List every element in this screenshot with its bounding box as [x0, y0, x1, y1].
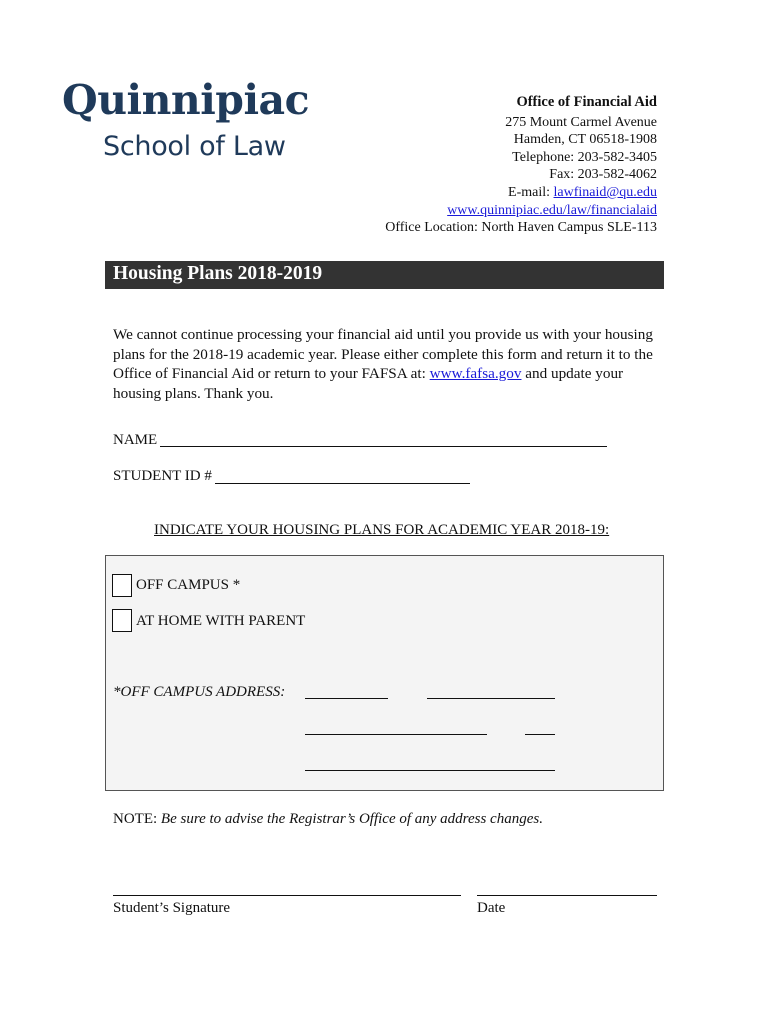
office-location: Office Location: North Haven Campus SLE-113 — [385, 220, 657, 236]
at-home-checkbox[interactable] — [112, 609, 132, 632]
at-home-label: AT HOME WITH PARENT — [136, 613, 306, 629]
fafsa-link[interactable]: www.fafsa.gov — [429, 365, 522, 383]
office-telephone: Telephone: 203-582-3405 — [512, 149, 657, 165]
housing-heading: INDICATE YOUR HOUSING PLANS FOR ACADEMIC YEAR 2018-19: — [154, 522, 610, 538]
off-campus-label: OFF CAMPUS * — [136, 577, 241, 593]
off-campus-address-label: *OFF CAMPUS ADDRESS: — [113, 684, 286, 700]
page-title: Housing Plans 2018-2019 — [113, 263, 323, 284]
student-id-label: STUDENT ID # — [113, 468, 212, 484]
note-text: Be sure to advise the Registrar’s Office of any address changes. — [160, 811, 543, 827]
office-fax: Fax: 203-582-4062 — [549, 167, 657, 183]
note-label: NOTE: — [113, 811, 161, 827]
note-line — [113, 811, 543, 828]
office-email-link[interactable]: lawfinaid@qu.edu — [553, 184, 657, 200]
office-contact-block — [385, 94, 657, 237]
student-signature-field[interactable] — [113, 895, 461, 896]
address-line-3[interactable] — [305, 770, 555, 771]
name-label: NAME — [113, 432, 158, 448]
office-address: 275 Mount Carmel Avenue — [505, 114, 657, 130]
office-email-line — [385, 184, 657, 202]
intro-text: We cannot continue processing your financial aid until you provide us with your housing plans for the 2018-19 academic year. Please either complete this form and return it to the Office of Financial Aid or return to your FAFSA at: — [113, 326, 653, 383]
student-signature-label: Student’s Signature — [113, 900, 231, 916]
office-title: Office of Financial Aid — [516, 94, 657, 110]
address-line-1b[interactable] — [427, 698, 555, 699]
off-campus-checkbox[interactable] — [112, 574, 132, 597]
intro-text-end: and update your housing plans. Thank you. — [113, 365, 624, 402]
address-line-1a[interactable] — [305, 698, 388, 699]
address-line-2b[interactable] — [525, 734, 555, 735]
date-field[interactable] — [477, 895, 657, 896]
office-website-link[interactable]: www.quinnipiac.edu/law/financialaid — [447, 202, 657, 218]
logo-name: Quinnipiac — [62, 76, 310, 124]
student-id-field[interactable] — [215, 483, 470, 484]
title-banner — [105, 261, 664, 289]
address-line-2a[interactable] — [305, 734, 487, 735]
logo-school-name: School of Law — [103, 131, 286, 162]
date-label: Date — [477, 900, 506, 916]
office-city: Hamden, CT 06518-1908 — [513, 132, 657, 148]
name-field[interactable] — [160, 446, 607, 447]
office-email-label: E-mail: — [508, 184, 554, 200]
intro-paragraph — [113, 325, 658, 403]
